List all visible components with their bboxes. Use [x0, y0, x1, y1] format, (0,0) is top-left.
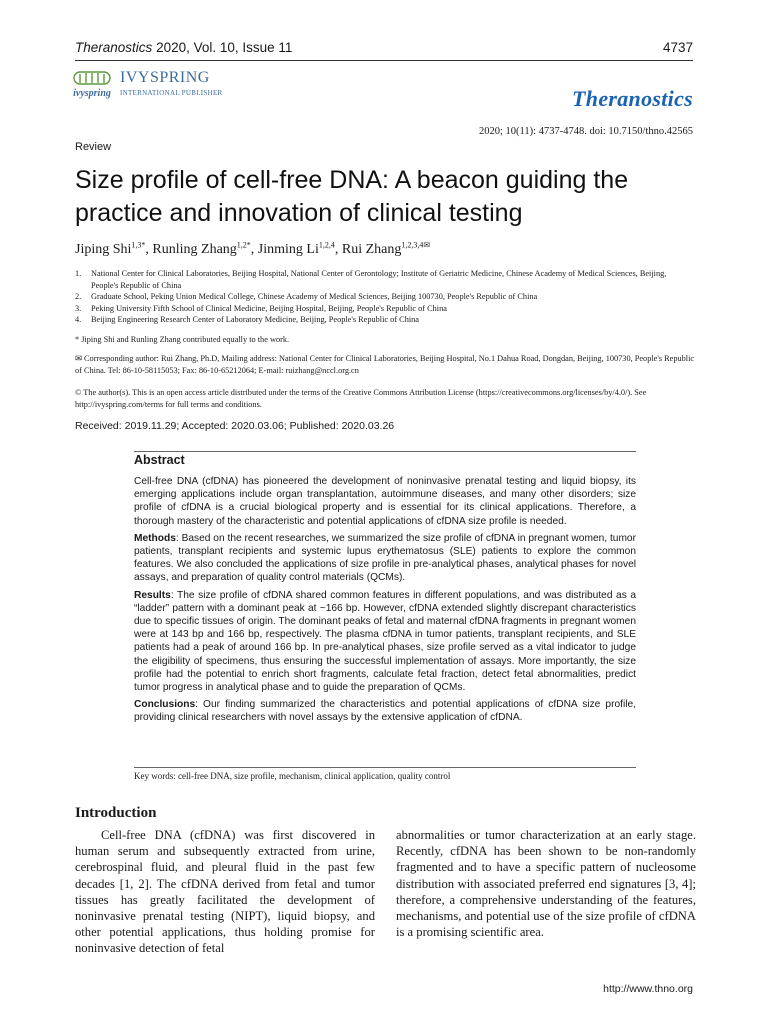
corresponding-author: ✉ Corresponding author: Rui Zhang, Ph.D, Mailing address: National Center for Clinical Laboratories, Beijing Hospital, No.1 Dahua Road, Dongdan, Beijing, 100730, People's Republic of China. Tel: 86-10-58115053; Fax: 86-10-65212064; E-mail: ruizhang@nccl.org.cn [75, 354, 695, 375]
affiliation: 4. Beijing Engineering Research Center of Laboratory Medicine, Beijing, People's Republic of China [75, 315, 419, 324]
logo-wordmark: ivyspring [73, 88, 111, 99]
keywords: Key words: cell-free DNA, size profile, mechanism, clinical application, quality control [134, 771, 451, 781]
author: Jinming Li$^{1,2,4}$, [257, 240, 342, 257]
abstract-methods: Methods: Based on the recent researches, we summarized the size profile of cfDNA in pregnant women, tumor patients, transplant recipients and systemic lupus erythematosus (SLE) patients to explore the common features. We also concluded the applications of size profile in pre-analytical phases, analytical phases for novel assays, and preparation of quality control materials (QCMs). [134, 532, 636, 584]
citation: 2020; 10(11): 4737-4748. doi: 10.7150/thno.42565 [479, 126, 693, 137]
abstract-conclusions: Conclusions: Our finding summarized the characteristics and potential applications of cfDNA size profile, providing clinical researchers with novel assays by the extensive application of cfDNA. [134, 699, 636, 724]
article-dates: Received: 2019.11.29; Accepted: 2020.03.06; Published: 2020.03.26 [75, 420, 395, 432]
issue-info: 2020, Vol. 10, Issue 11 [156, 40, 293, 55]
publisher-subtitle: INTERNATIONAL PUBLISHER [120, 89, 223, 97]
author: Runling Zhang$^{1,2*}$, [152, 240, 258, 257]
author-list [75, 240, 430, 258]
publisher-logo [68, 68, 238, 102]
author: Rui Zhang$^{1,2,3,4✉}$ [341, 240, 431, 257]
article-type: Review [75, 141, 112, 153]
journal-logo: Theranostics [572, 86, 693, 111]
license-note: © The author(s). This is an open access article distributed under the terms of the Creative Commons Attribution License (https://creativecommons.org/licenses/by/4.0/). See http://ivyspring.com/terms for full terms and conditions. [75, 388, 647, 409]
introduction-left-column: Cell-free DNA (cfDNA) was first discovered in human serum and subsequently extracted from urine, cerebrospinal fluid, and pleural fluid in the past few decades [1, 2]. The cfDNA derived from fetal and tumor tissues has greatly facilitated the development of noninvasive prenatal testing (NIPT), liquid biopsy, and other potential applications, thus holding promise for noninvasive detection of fetal [75, 828, 375, 956]
journal-name: Theranostics [75, 40, 153, 55]
introduction-heading: Introduction [75, 805, 157, 821]
abstract-results: Results: The size profile of cfDNA shared common features in different populations, and was distributed as a “ladder” pattern with a dominant peak at ~166 bp. However, cfDNA extended slightly discrepant characteristics due to specific tissues of origin. The dominant peaks of fetal and maternal cfDNA fragments in pregnant women were at 143 bp and 166 bp, respectively. The plasma cfDNA in tumor patients, transplant recipients, and SLE patients had a peak of around 166 bp. In pre-analytical phases, size profile served as a vital indicator to judge the eligibility of specimens, thus ensuring the successful implementation of assays. More importantly, the size profile had the potential to enrich short fragments, calculate fetal fraction, detect fetal abnormalities, predict tumor progress in analytical phase and to guide the preparation of QCMs. [134, 589, 636, 694]
header-rule [75, 60, 693, 61]
footer-link[interactable]: http://www.thno.org [603, 983, 693, 995]
introduction-right-column: abnormalities or tumor characterization at an early stage. Recently, cfDNA has been shown to be non-randomly fragmented and to have a specific pattern of nucleosome distribution with associated preferred end signatures [3, 4]; therefore, a comprehensive understanding of the features, mechanisms, and potential use of the size profile of cfDNA is a promising scientific area. [396, 828, 696, 940]
publisher-name: IVYSPRING [120, 69, 210, 86]
affiliation: 3. Peking University Fifth School of Clinical Medicine, Beijing Hospital, Beijing, People's Republic of China [75, 303, 447, 313]
abstract-box [134, 451, 636, 768]
equal-contribution-note: * Jiping Shi and Runling Zhang contributed equally to the work. [75, 335, 290, 344]
running-header [75, 40, 292, 55]
article-title: Size profile of cell-free DNA: A beacon guiding the practice and innovation of clinical testing [75, 166, 629, 227]
affiliation: 1. National Center for Clinical Laboratories, Beijing Hospital, National Center of Gerontology; Institute of Geriatric Medicine, Chinese Academy of Medical Sciences, Beijing, People's Republic of China [75, 269, 667, 290]
author: Jiping Shi$^{1,3*}$, [75, 240, 153, 257]
abstract-heading: Abstract [134, 453, 185, 467]
affiliation: 2. Graduate School, Peking Union Medical College, Chinese Academy of Medical Sciences, Beijing 100730, People's Republic of China [75, 292, 538, 301]
ivyspring-logo-icon [68, 70, 116, 100]
page-number: 4737 [662, 40, 693, 55]
affiliation-list [75, 268, 695, 326]
abstract-body [134, 475, 636, 729]
abstract-intro: Cell-free DNA (cfDNA) has pioneered the development of noninvasive prenatal testing and liquid biopsy, its emerging applications include organ transplantation, autoimmune diseases, and many other disorders; size profile of cfDNA is a crucial biological property and is essential for its clinical applications. Therefore, a thorough mastery of the characteristic and potential applications of cfDNA size profile is needed. [134, 476, 636, 527]
